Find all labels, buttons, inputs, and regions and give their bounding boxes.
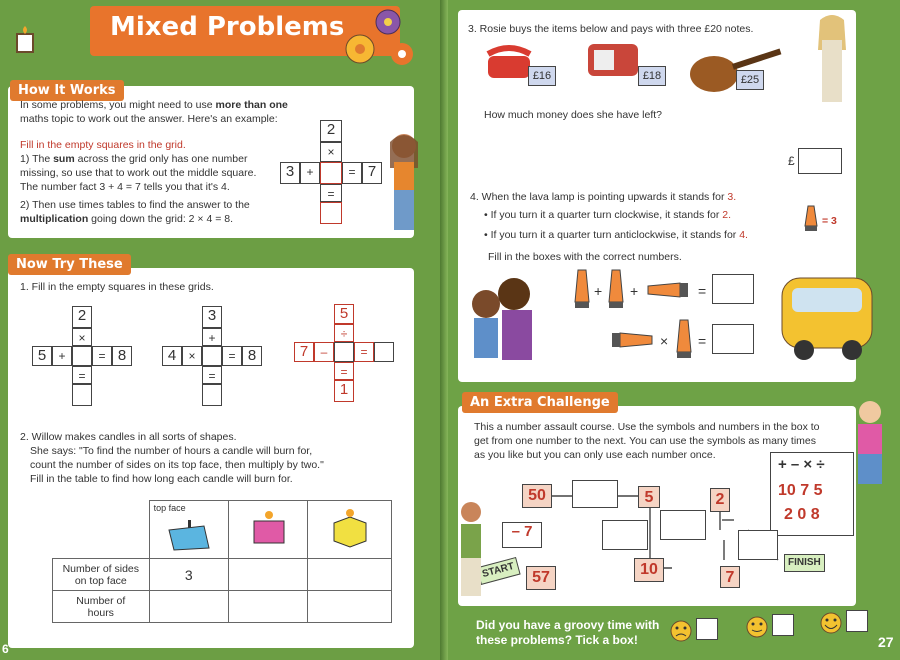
candle-table xyxy=(52,500,392,623)
left-page-number: 6 xyxy=(2,642,9,656)
triangle-candle-icon xyxy=(164,518,214,552)
course-number-2: 2 xyxy=(710,488,730,512)
hexagon-candle-icon xyxy=(326,507,374,549)
example-grid-middle xyxy=(320,162,342,184)
price-tag-3: £25 xyxy=(736,70,764,90)
grid1-op-across: + xyxy=(52,346,72,366)
page-title: Mixed Problems xyxy=(110,12,345,42)
numbers-row-2: 2 0 8 xyxy=(784,506,820,523)
row2-triangle-input[interactable] xyxy=(149,591,228,623)
intro-text: In some problems, you might need to use more than one maths topic to work out the answer. Here's an example: xyxy=(20,99,288,125)
example-grid-op-across: + xyxy=(300,162,320,184)
challenge-text: This a number assault course. Use the symbols and numbers in the box to get from one number to the next. You can use the symbols as many times as you like but you can only use each number once. xyxy=(474,421,820,461)
example-grid-left: 3 xyxy=(280,162,300,184)
hexagon-candle-cell xyxy=(308,501,392,559)
flower-icon xyxy=(330,4,420,79)
grid1-middle-input[interactable] xyxy=(72,346,92,366)
grid1-left: 5 xyxy=(32,346,52,366)
question-4-bullet-1: • If you turn it a quarter turn clockwise, it stands for 2. xyxy=(484,209,732,221)
grid1-top: 2 xyxy=(72,306,92,328)
course-box-4[interactable] xyxy=(738,530,778,560)
challenge-tag: An Extra Challenge xyxy=(462,392,618,413)
grid2-bottom-input[interactable] xyxy=(202,384,222,406)
row1-label: Number of sides on top face xyxy=(53,559,150,591)
neutral-tick-box[interactable] xyxy=(772,614,794,636)
row1-hexagon-input[interactable] xyxy=(308,559,392,591)
example-instruction: Fill in the empty squares in the grid. xyxy=(20,139,186,151)
step-2: 2) Then use times tables to find the answer to the multiplication going down the grid: 2 × 4 = 8. xyxy=(20,199,250,225)
price-tag-2: £18 xyxy=(638,66,666,86)
grid2-eq: = xyxy=(222,346,242,366)
example-grid-eq: = xyxy=(342,162,362,184)
neutral-face-icon xyxy=(746,616,768,643)
top-face-label: top face xyxy=(153,503,186,513)
grid1-op-down: × xyxy=(72,328,92,346)
grid3-middle-input[interactable] xyxy=(334,342,354,362)
start-sign: START xyxy=(476,557,520,585)
happy-tick-box[interactable] xyxy=(846,610,868,632)
symbols-row: + – × ÷ xyxy=(778,456,825,473)
equals-sign-2: = xyxy=(698,333,707,349)
course-number-7: 7 xyxy=(720,566,740,588)
grid2-op-down: + xyxy=(202,328,222,346)
grid2-top: 3 xyxy=(202,306,222,328)
row2-label: Number of hours xyxy=(53,591,150,623)
sad-tick-box[interactable] xyxy=(696,618,718,640)
grid2-right: 8 xyxy=(242,346,262,366)
grid3-bottom: 1 xyxy=(334,380,354,402)
step-1: 1) The sum across the grid only has one number missing, so use that to work out the middle square. The number fact 3 + 4 = 7 tells you that it's 4. xyxy=(20,153,257,193)
times-sign: × xyxy=(660,333,669,349)
grid1-eq: = xyxy=(92,346,112,366)
girl-start-character-icon xyxy=(456,498,486,603)
example-grid-right: 7 xyxy=(362,162,382,184)
grid1-bottom-input[interactable] xyxy=(72,384,92,406)
grid3-eq-down: = xyxy=(334,362,354,380)
girl-character-icon xyxy=(384,128,424,243)
course-box-3[interactable] xyxy=(660,510,706,540)
example-grid-op-down: × xyxy=(320,142,342,162)
grid2-left: 4 xyxy=(162,346,182,366)
course-number-10: 10 xyxy=(634,558,664,582)
course-box-1[interactable] xyxy=(572,480,618,508)
lava-lamp-value: = 3 xyxy=(822,215,837,227)
grid2-eq-down: = xyxy=(202,366,222,384)
question-2: 2. Willow makes candles in all sorts of shapes. She says: "To find the number of hours a candle will burn for, count the number of sides on its top face, then multiply by two." Fill in the table to find how long each candle will burn for. xyxy=(20,431,324,485)
grid3-op-across: – xyxy=(314,342,334,362)
equals-sign-1: = xyxy=(698,283,707,299)
example-grid-bottom xyxy=(320,202,342,224)
grid1-eq-down: = xyxy=(72,366,92,384)
grid2-middle-input[interactable] xyxy=(202,346,222,366)
course-number-5: 5 xyxy=(638,486,660,508)
row2-square-input[interactable] xyxy=(228,591,307,623)
right-page-number: 27 xyxy=(878,634,894,650)
question-3: 3. Rosie buys the items below and pays with three £20 notes. xyxy=(468,23,754,35)
grid3-op-down: ÷ xyxy=(334,324,354,342)
grid1-right: 8 xyxy=(112,346,132,366)
minus-7-box: – 7 xyxy=(502,522,542,548)
question-4-bullet-2: • If you turn it a quarter turn anticlockwise, it stands for 4. xyxy=(484,229,748,241)
grid2-op-across: × xyxy=(182,346,202,366)
footer-question: Did you have a groovy time with these problems? Tick a box! xyxy=(476,618,660,647)
left-page xyxy=(0,0,446,660)
course-number-50: 50 xyxy=(522,484,552,508)
candle-icon xyxy=(12,24,38,54)
price-tag-1: £16 xyxy=(528,66,556,86)
course-number-57: 57 xyxy=(526,566,556,590)
question-3-ask: How much money does she have left? xyxy=(484,109,663,121)
currency-symbol: £ xyxy=(788,154,795,168)
happy-face-icon xyxy=(820,612,842,639)
grid3-eq: = xyxy=(354,342,374,362)
square-candle-icon xyxy=(246,509,290,547)
plus-sign-2: + xyxy=(630,283,639,299)
plus-sign-1: + xyxy=(594,283,603,299)
row2-hexagon-input[interactable] xyxy=(308,591,392,623)
question-4-instruction: Fill in the boxes with the correct numbers. xyxy=(488,251,682,263)
grid3-top: 5 xyxy=(334,304,354,324)
row1-triangle-value: 3 xyxy=(149,559,228,591)
sad-face-icon xyxy=(670,620,692,647)
question-1: 1. Fill in the empty squares in these grids. xyxy=(20,281,214,293)
how-it-works-tag: How It Works xyxy=(10,80,124,101)
row1-square-input[interactable] xyxy=(228,559,307,591)
triangle-candle-cell xyxy=(149,501,228,559)
grid3-left: 7 xyxy=(294,342,314,362)
square-candle-cell xyxy=(228,501,307,559)
question-4: 4. When the lava lamp is pointing upwards it stands for 3. xyxy=(470,191,737,203)
example-grid-top: 2 xyxy=(320,120,342,142)
now-try-tag: Now Try These xyxy=(8,254,131,275)
right-page xyxy=(448,0,900,660)
course-box-2[interactable] xyxy=(602,520,648,550)
example-grid-eq-down: = xyxy=(320,184,342,202)
grid3-right-input[interactable] xyxy=(374,342,394,362)
numbers-row-1: 10 7 5 xyxy=(778,482,823,499)
finish-sign: FINISH xyxy=(784,554,825,572)
